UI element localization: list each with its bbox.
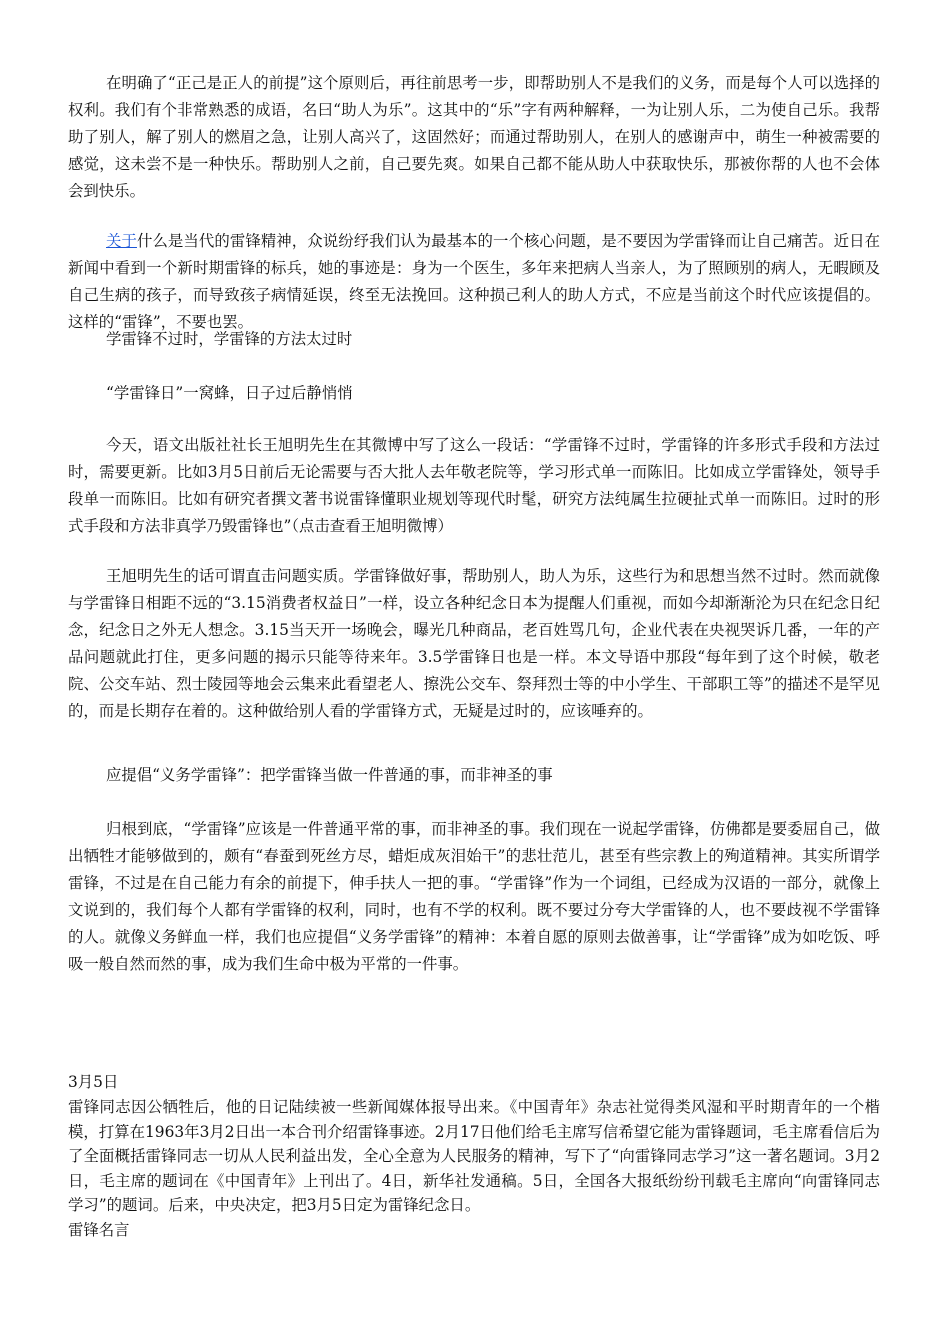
paragraph-contemporary-leifeng: [68, 228, 880, 336]
heading-leifeng-day-rush: “学雷锋日”一窝蜂，日子过后静悄悄: [106, 384, 353, 402]
paragraph-commemoration-days: 王旭明先生的话可谓直击问题实质。学雷锋做好事，帮助别人，助人为乐，这些行为和思想当然不过时。然而就像与学雷锋日相距不远的“3.15消费者权益日”一样，设立各种纪念日本为提醒人们重视，而如今却渐渐沦为只在纪念日纪念，纪念日之外无人想念。3.15当天开一场晚会，曝光几种商品，老百姓骂几句，企业代表在央视哭诉几番，一年的产品问题就此打住，更多问题的揭示只能等待来年。3.5学雷锋日也是一样。本文导语中那段“每年到了这个时候，敬老院、公交车站、烈士陵园等地会云集来此看望老人、擦洗公交车、祭拜烈士等的中小学生、干部职工等”的描述不是罕见的，而是长期存在着的。这种做给别人看的学雷锋方式，无疑是过时的，应该唾弃的。: [68, 567, 880, 720]
heading-method-outdated: 学雷锋不过时，学雷锋的方法太过时: [106, 330, 353, 348]
date-heading: 3月5日: [68, 1073, 119, 1091]
quotes-heading: 雷锋名言: [68, 1221, 130, 1239]
paragraph-help-others-choice: 在明确了“正己是正人的前提”这个原则后，再往前思考一步，即帮助别人不是我们的义务，而是每个人可以选择的权利。我们有个非常熟悉的成语，名曰“助人为乐”。这其中的“乐”字有两种解释，一为让别人乐，二为使自己乐。我帮助了别人，解了别人的燃眉之急，让别人高兴了，这固然好；而通过帮助别人，在别人的感谢声中，萌生一种被需要的感觉，这未尝不是一种快乐。帮助别人之前，自己要先爽。如果自己都不能从助人中获取快乐，那被你帮的人也不会体会到快乐。: [68, 74, 880, 200]
paragraph-contemporary-leifeng-text: 什么是当代的雷锋精神，众说纷纾我们认为最基本的一个核心问题，是不要因为学雷锋而让自己痛苦。近日在新闻中看到一个新时期雷锋的标兵，她的事迹是：身为一个医生，多年来把病人当亲人，为了照顾别的病人，无暇顾及自己生病的孩子，而导致孩子病情延误，终至无法挽回。这种损己利人的助人方式，不应是当前这个时代应该提倡的。这样的“雷锋”，不要也罢。: [68, 232, 880, 331]
paragraph-ordinary-thing: 归根到底，“学雷锋”应该是一件普通平常的事，而非神圣的事。我们现在一说起学雷锋，仿佛都是要委屈自己，做出牺牲才能够做到的，颇有“春蚕到死丝方尽，蜡炬成灰泪始干”的悲壮范儿，甚至有些宗教上的殉道精神。其实所谓学雷锋，不过是在自己能力有余的前提下，伸手扶人一把的事。“学雷锋”作为一个词组，已经成为汉语的一部分，就像上文说到的，我们每个人都有学雷锋的权利，同时，也有不学的权利。既不要过分夸大学雷锋的人，也不要歧视不学雷锋的人。就像义务鲜血一样，我们也应提倡“义务学雷锋”的精神：本着自愿的原则去做善事，让“学雷锋”成为如吃饭、呼吸一般自然而然的事，成为我们生命中极为平常的一件事。: [68, 820, 880, 973]
paragraph-wang-xuming-weibo: 今天，语文出版社社长王旭明先生在其微博中写了这么一段话：“学雷锋不过时，学雷锋的许多形式手段和方法过时，需要更新。比如3月5日前后无论需要与否大批人去年敬老院等，学习形式单一而陈旧。比如成立学雷锋处，领导手段单一而陈旧。比如有研究者撰文著书说雷锋懂职业规划等现代时髦，研究方法纯属生拉硬扯式单一而陈旧。过时的形式手段和方法非真学乃毁雷锋也”（点击查看王旭明微博）: [68, 436, 880, 535]
paragraph-leifeng-day-history: 雷锋同志因公牺牲后，他的日记陆续被一些新闻媒体报导出来。《中国青年》杂志社觉得类风湿和平时期青年的一个楷模，打算在1963年3月2日出一本合刊介绍雷锋事迹。2月17日他们给毛主席写信希望它能为雷锋题词，毛主席看信后为了全面概括雷锋同志一切从人民利益出发，全心全意为人民服务的精神，写下了“向雷锋同志学习”这一著名题词。3月2日，毛主席的题词在《中国青年》上刊出了。4日，新华社发通稿。5日，全国各大报纸纷纷刊载毛主席向“向雷锋同志学习”的题词。后来，中央决定，把3月5日定为雷锋纪念日。: [68, 1098, 880, 1214]
heading-voluntary-leifeng: 应提倡“义务学雷锋”：把学雷锋当做一件普通的事，而非神圣的事: [106, 766, 553, 784]
guanyu-link[interactable]: 关于: [106, 232, 137, 250]
